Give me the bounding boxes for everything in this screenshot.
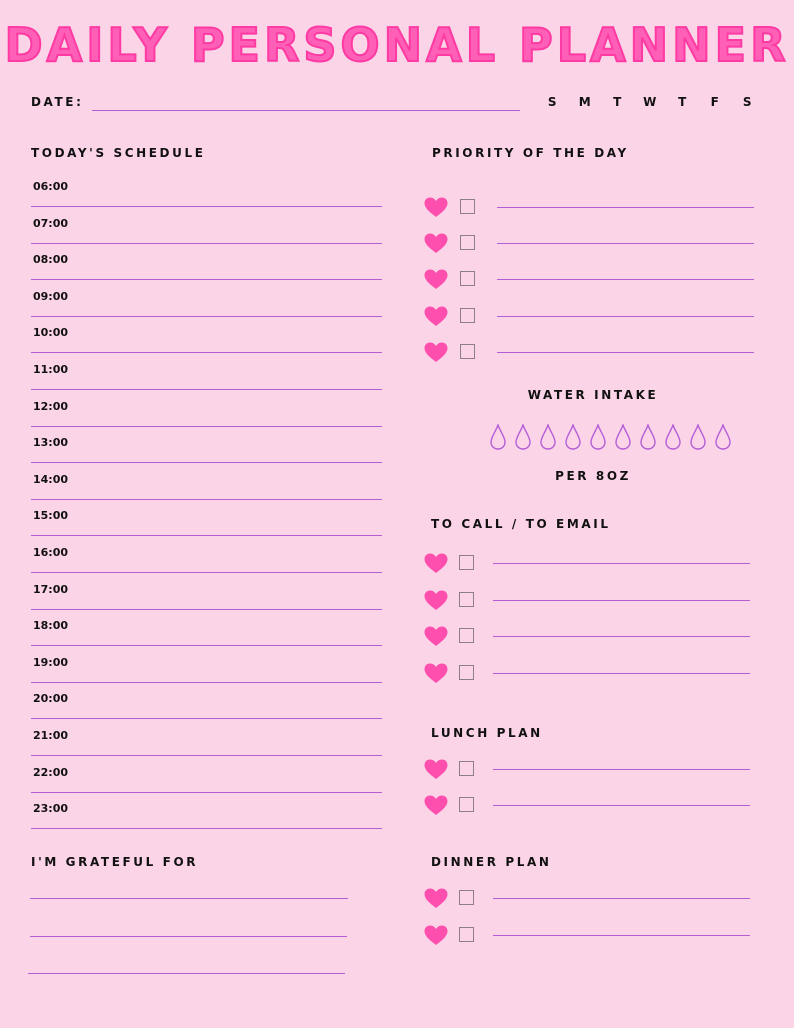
entry-line[interactable] <box>493 563 750 564</box>
entry-line[interactable] <box>493 636 750 637</box>
time-slot-label: 15:00 <box>33 509 69 523</box>
time-slot-label: 11:00 <box>33 363 69 376</box>
entry-line[interactable] <box>493 898 750 899</box>
grateful-line[interactable] <box>30 936 347 937</box>
time-slot-label: 12:00 <box>33 399 69 413</box>
water-drop-icon[interactable] <box>715 424 731 450</box>
weekday-6[interactable]: S <box>742 95 752 109</box>
water-drop-icon[interactable] <box>490 424 506 450</box>
schedule-heading: TODAY'S SCHEDULE <box>31 146 206 160</box>
date-field-line[interactable] <box>92 110 520 111</box>
time-slot-label: 07:00 <box>33 216 69 230</box>
heart-icon <box>424 759 448 780</box>
water-drop-icon[interactable] <box>515 424 531 450</box>
weekday-0[interactable]: S <box>547 95 557 109</box>
entry-line[interactable] <box>497 316 754 317</box>
schedule-line[interactable] <box>31 499 382 500</box>
schedule-line[interactable] <box>31 352 382 353</box>
schedule-line[interactable] <box>31 206 382 207</box>
time-slot-label: 16:00 <box>33 546 69 559</box>
weekday-selector <box>536 95 764 109</box>
schedule-line[interactable] <box>31 572 382 573</box>
grateful-line[interactable] <box>30 898 348 899</box>
time-slot-label: 22:00 <box>33 765 69 779</box>
page-title: DAILY PERSONAL PLANNER <box>4 18 790 72</box>
time-slot-label: 20:00 <box>33 692 69 706</box>
checkbox[interactable] <box>460 344 475 359</box>
water-unit-label: PER 8OZ <box>555 469 631 483</box>
entry-line[interactable] <box>493 600 750 601</box>
schedule-line[interactable] <box>31 609 382 610</box>
checkbox[interactable] <box>459 592 474 607</box>
time-slot-label: 06:00 <box>33 180 69 193</box>
schedule-line[interactable] <box>31 426 382 427</box>
water-drop-icon[interactable] <box>565 424 581 450</box>
checkbox[interactable] <box>459 890 474 905</box>
time-slot-label: 10:00 <box>33 326 69 340</box>
time-slot-label: 08:00 <box>33 253 69 267</box>
weekday-3[interactable]: W <box>643 95 657 109</box>
checkbox[interactable] <box>460 308 475 323</box>
heart-icon <box>424 553 448 574</box>
schedule-line[interactable] <box>31 718 382 719</box>
entry-line[interactable] <box>497 352 754 353</box>
heart-icon <box>424 795 448 816</box>
schedule-line[interactable] <box>31 755 382 756</box>
time-slot-label: 21:00 <box>33 729 69 742</box>
checkbox[interactable] <box>459 797 474 812</box>
dinner-heading: DINNER PLAN <box>431 855 552 869</box>
checkbox[interactable] <box>459 927 474 942</box>
checkbox[interactable] <box>459 761 474 776</box>
entry-line[interactable] <box>493 769 750 770</box>
checkbox[interactable] <box>459 628 474 643</box>
entry-line[interactable] <box>497 243 754 244</box>
lunch-heading: LUNCH PLAN <box>431 726 543 740</box>
schedule-line[interactable] <box>31 828 382 829</box>
entry-line[interactable] <box>493 935 750 936</box>
water-drop-icon[interactable] <box>690 424 706 450</box>
checkbox[interactable] <box>460 199 475 214</box>
schedule-line[interactable] <box>31 535 382 536</box>
time-slot-label: 23:00 <box>33 802 69 816</box>
time-slot-label: 14:00 <box>33 472 69 486</box>
heart-icon <box>424 663 448 684</box>
heart-icon <box>424 197 448 218</box>
water-heading: WATER INTAKE <box>527 388 659 402</box>
heart-icon <box>424 626 448 647</box>
date-label: DATE: <box>31 95 84 109</box>
time-slot-label: 18:00 <box>33 619 69 633</box>
schedule-line[interactable] <box>31 389 382 390</box>
water-drop-icon[interactable] <box>590 424 606 450</box>
priority-heading: PRIORITY OF THE DAY <box>432 146 629 160</box>
weekday-2[interactable]: T <box>613 95 622 109</box>
schedule-line[interactable] <box>31 682 382 683</box>
checkbox[interactable] <box>459 665 474 680</box>
heart-icon <box>424 233 448 254</box>
time-slot-label: 17:00 <box>33 582 69 596</box>
weekday-1[interactable]: M <box>578 95 591 109</box>
weekday-5[interactable]: F <box>710 95 719 109</box>
schedule-line[interactable] <box>31 279 382 280</box>
entry-line[interactable] <box>497 207 754 208</box>
schedule-line[interactable] <box>31 792 382 793</box>
entry-line[interactable] <box>493 673 750 674</box>
heart-icon <box>424 888 448 909</box>
heart-icon <box>424 925 448 946</box>
entry-line[interactable] <box>493 805 750 806</box>
time-slot-label: 09:00 <box>33 289 69 303</box>
checkbox[interactable] <box>459 555 474 570</box>
weekday-4[interactable]: T <box>678 95 687 109</box>
water-drop-icon[interactable] <box>640 424 656 450</box>
time-slot-label: 19:00 <box>33 655 69 669</box>
time-slot-label: 13:00 <box>33 436 69 450</box>
schedule-line[interactable] <box>31 645 382 646</box>
entry-line[interactable] <box>497 279 754 280</box>
checkbox[interactable] <box>460 235 475 250</box>
heart-icon <box>424 269 448 290</box>
heart-icon <box>424 306 448 327</box>
schedule-line[interactable] <box>31 243 382 244</box>
schedule-line[interactable] <box>31 462 382 463</box>
heart-icon <box>424 590 448 611</box>
grateful-line[interactable] <box>28 973 345 974</box>
heart-icon <box>424 342 448 363</box>
water-drop-icon[interactable] <box>665 424 681 450</box>
schedule-line[interactable] <box>31 316 382 317</box>
grateful-heading: I'M GRATEFUL FOR <box>31 855 199 869</box>
water-drop-icon[interactable] <box>540 424 556 450</box>
checkbox[interactable] <box>460 271 475 286</box>
to-call-heading: TO CALL / TO EMAIL <box>431 517 611 531</box>
water-drop-icon[interactable] <box>615 424 631 450</box>
